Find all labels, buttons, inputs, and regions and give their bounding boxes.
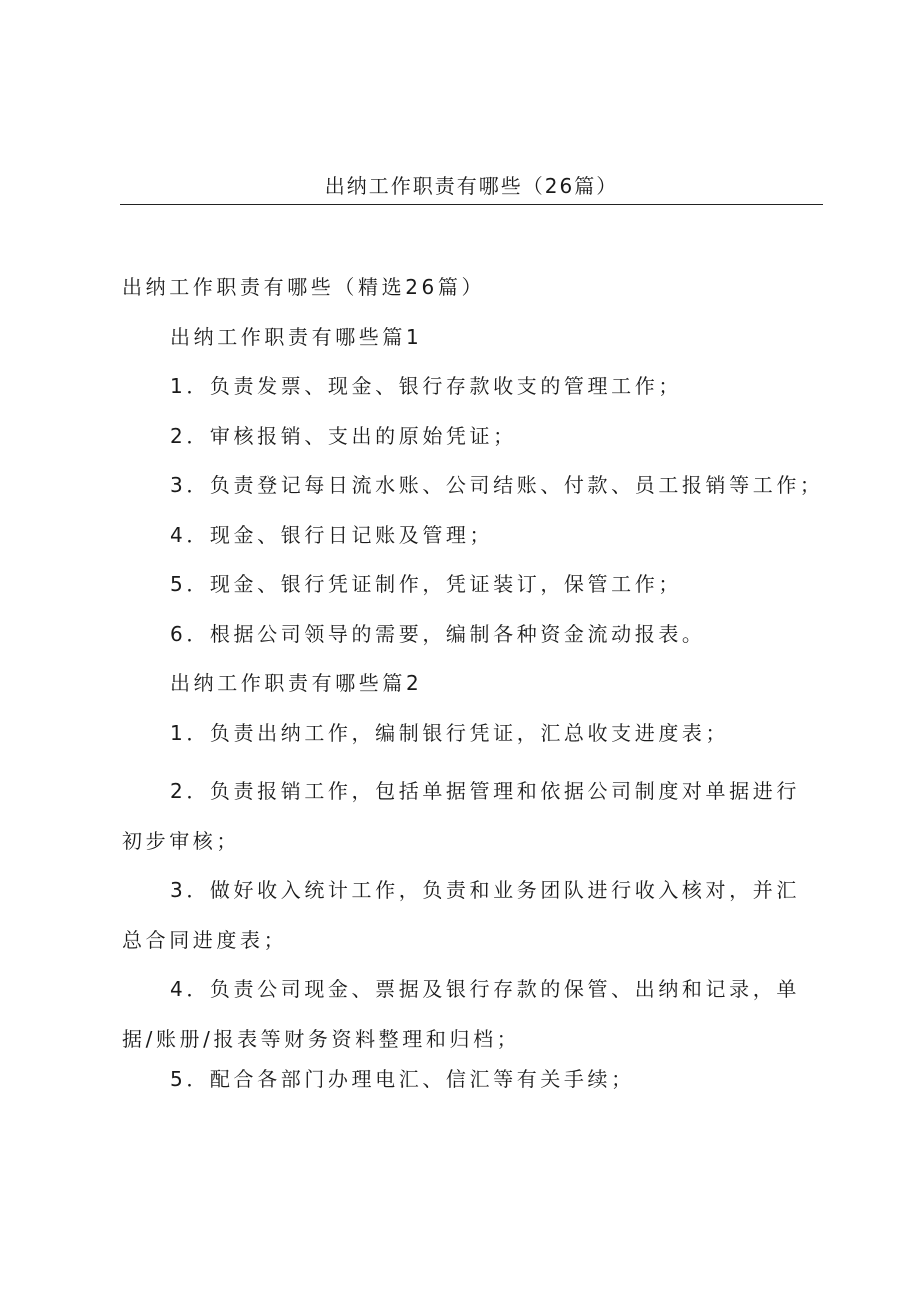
document-body: [122, 272, 822, 1114]
list-item: 1．负责发票、现金、银行存款收支的管理工作；: [170, 374, 682, 398]
list-item: 4．负责公司现金、票据及银行存款的保管、出纳和记录，单据/账册/报表等财务资料整理和归档；: [122, 977, 800, 1051]
list-item: 6．根据公司领导的需要，编制各种资金流动报表。: [170, 621, 706, 646]
section-heading: 出纳工作职责有哪些篇2: [170, 671, 423, 695]
list-item: 2．审核报销、支出的原始凭证；: [170, 423, 517, 448]
main-title: 出纳工作职责有哪些（精选26篇）: [122, 275, 486, 299]
list-item: 3．做好收入统计工作，负责和业务团队进行收入核对，并汇总合同进度表；: [122, 878, 800, 952]
page-header-title: 出纳工作职责有哪些（26篇）: [120, 172, 823, 205]
list-item: 2．负责报销工作，包括单据管理和依据公司制度对单据进行初步审核；: [122, 779, 800, 853]
section-heading: 出纳工作职责有哪些篇1: [170, 324, 423, 349]
list-item: 1．负责出纳工作，编制银行凭证，汇总收支进度表；: [170, 720, 730, 745]
list-item: 5．配合各部门办理电汇、信汇等有关手续；: [170, 1067, 635, 1091]
list-item: 5．现金、银行凭证制作，凭证装订，保管工作；: [170, 572, 682, 596]
list-item: 4．现金、银行日记账及管理；: [170, 522, 494, 547]
list-item: 3．负责登记每日流水账、公司结账、付款、员工报销等工作；: [170, 473, 824, 497]
